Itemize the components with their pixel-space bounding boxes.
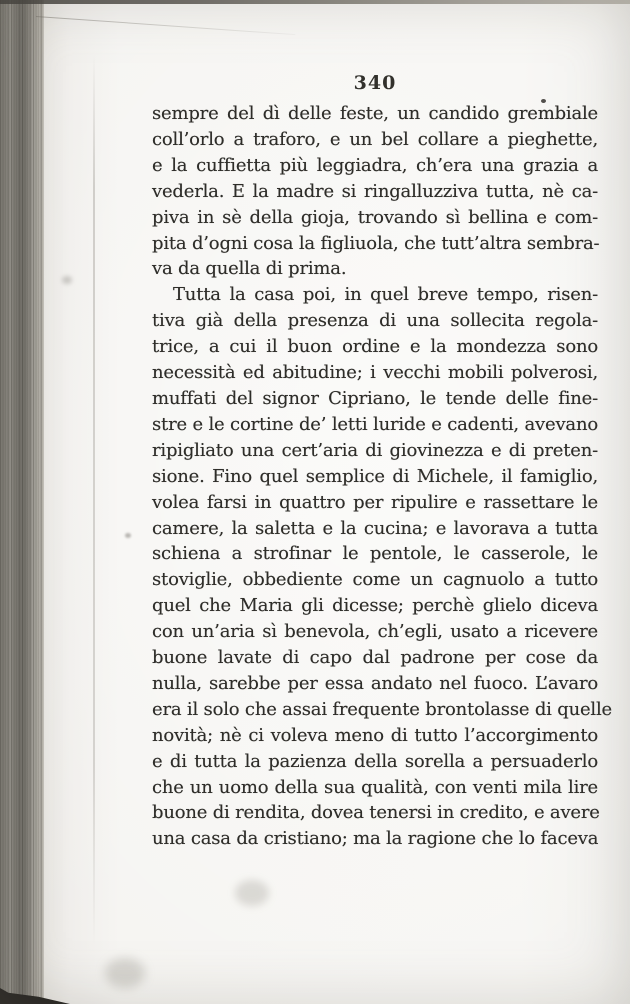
text-line: sempre del dì delle feste, un candido grembiale [152,103,598,124]
ink-smudge [235,880,269,906]
text-line: era il solo che assai frequente brontolasse di quelle [152,698,612,720]
ink-smudge [105,958,145,988]
text-line: piva in sè della gioja, trovando sì bellina e com- [152,206,598,228]
text-line: coll’orlo a traforo, e un bel collare a pieghette, [152,128,598,150]
text-line: nulla, sarebbe per essa andato nel fuoco. L’avaro [152,672,598,694]
text-line: buone di rendita, dovea tenersi in credito, e avere [152,802,600,824]
text-line: buone lavate di capo dal padrone per cose da [152,647,598,669]
text-line: stoviglie, obbediente come un cagnuolo a tutto [152,569,598,591]
page-top-edge [0,0,630,4]
text-line: con un’aria sì benevola, ch’egli, usato a ricevere [152,621,598,643]
text-line: stre e le cortine de’ letti luride e cadenti, avevano [152,413,598,435]
book-binding-edge [0,0,44,1004]
ink-smudge [62,276,72,284]
text-line: pita d’ogni cosa la figliuola, che tutt’altra sembra- [152,232,600,254]
text-line: schiena a strofinar le pentole, le casserole, le [152,543,598,565]
paper-crease [36,16,295,35]
text-line: muffati del signor Cipriano, le tende delle fine- [152,387,598,409]
text-line: una casa da cristiano; ma la ragione che lo faceva [152,828,599,850]
text-line: vederla. E la madre si ringalluzziva tutta, nè ca- [152,180,598,202]
text-line: ripigliato una cert’aria di giovinezza e di preten- [152,439,598,461]
text-line: camere, la saletta e la cucina; e lavorava a tutta [152,517,598,539]
text-line: Tutta la casa poi, in quel breve tempo, risen- [173,284,598,306]
page-text [152,101,612,852]
page-number: 340 [353,72,397,94]
text-line: volea farsi in quattro per ripulire e rassettare le [152,491,598,513]
text-line: trice, a cui il buon ordine e la mondezza sono [152,336,598,358]
text-line: va da quella di prima. [152,258,347,280]
text-line: necessità ed abitudine; i vecchi mobili polverosi, [152,362,598,384]
text-line: e di tutta la pazienza della sorella a persuaderlo [152,750,598,772]
text-line: che un uomo della sua qualità, con venti mila lire [152,776,598,798]
underlying-page-edge [93,55,95,945]
text-line: quel che Maria gli dicesse; perchè glielo diceva [152,595,598,617]
text-line: e la cuffietta più leggiadra, ch’era una grazia a [152,154,598,176]
text-line: sione. Fino quel semplice di Michele, il famiglio, [152,465,598,487]
text-line: novità; nè ci voleva meno di tutto l’accorgimento [152,724,598,746]
ink-speck [125,533,131,538]
text-line: tiva già della presenza di una sollecita regola- [152,310,598,332]
